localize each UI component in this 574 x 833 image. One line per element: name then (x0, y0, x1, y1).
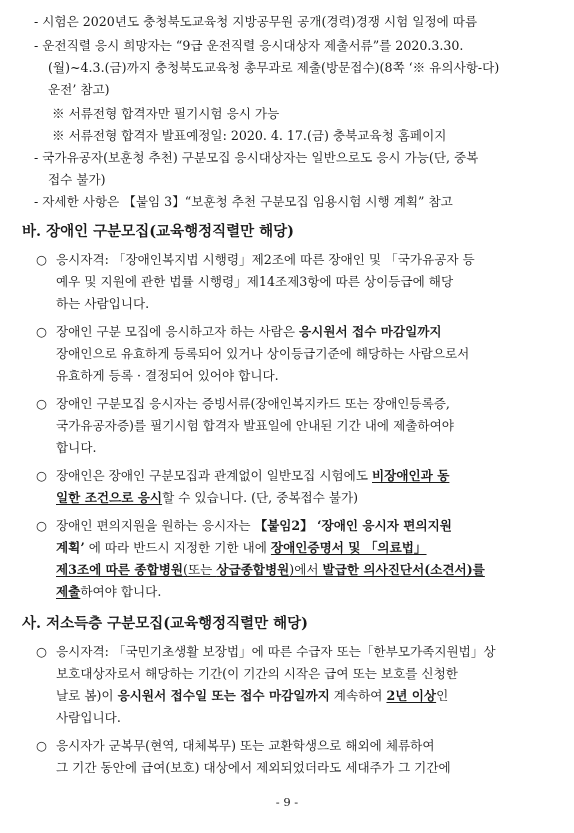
two-years-emphasis: 2년 이상 (386, 688, 437, 703)
registration-text (56, 324, 442, 340)
bullet-icon: ○ (36, 252, 47, 267)
submit-emphasis: 제출 (56, 584, 81, 599)
period-emphasis: 응시원서 접수일 또는 접수 마감일까지 (117, 688, 330, 703)
bullet-icon: ○ (36, 468, 47, 483)
accommodation-part: 에 따라 반드시 지정한 기한 내에 (84, 540, 271, 555)
low-income-eligibility-text (56, 688, 448, 704)
equal-condition-emphasis: 일한 조건으로 응시 (56, 490, 163, 505)
registration-text: 유효하게 등록 · 결정되어 있어야 합니다. (56, 368, 279, 383)
bullet-icon: ○ (36, 518, 47, 533)
certificate-emphasis: 장애인증명서 및 「의료법」 (270, 540, 427, 555)
exam-schedule-note: - 시험은 2020년도 충청북도교육청 지방공무원 공개(경력)경쟁 시험 일정에 따름 (34, 14, 478, 29)
low-income-eligibility-text: 응시자격: 「국민기초생활 보장법」에 따른 수급자 또는「한부모가족지원법」상 (56, 644, 496, 659)
low-income-part: 계속하여 (329, 688, 387, 703)
eligibility-text: 응시자격: 「장애인복지법 시행령」제2조에 따른 장애인 및 「국가유공자 등 (56, 252, 475, 267)
low-income-part: 날로 봄)이 (56, 688, 118, 703)
hospital-emphasis: 상급종합병원 (216, 562, 290, 577)
low-income-part: 인 (436, 688, 449, 703)
bullet-icon: ○ (36, 738, 47, 753)
driver-applicant-note-cont: (월)~4.3.(금)까지 충청북도교육청 총무과로 제출(방문접수)(8쪽 ‘※ 유의사항-다) (48, 60, 500, 75)
general-application-text (56, 490, 358, 506)
screening-note: ※ 서류전형 합격자만 필기시험 응시 가능 (52, 106, 280, 121)
accommodation-text (56, 518, 452, 534)
accommodation-text (56, 584, 161, 600)
veteran-note: - 국가유공자(보훈청 추천) 구분모집 응시대상자는 일반으로도 응시 가능(단, 중복 (34, 150, 479, 165)
bullet-icon: ○ (36, 324, 47, 339)
bullet-icon: ○ (36, 396, 47, 411)
accommodation-part: (또는 (183, 562, 217, 577)
deadline-emphasis: 응시원서 접수 마감일까지 (299, 324, 442, 339)
registration-text-part: 장애인 구분 모집에 응시하고자 하는 사람은 (56, 324, 299, 339)
documents-text: 국가유공자증)를 필기시험 합격자 발표일에 안내된 기간 내에 제출하여야 (56, 418, 454, 433)
accommodation-part: 하여야 합니다. (80, 584, 162, 599)
details-reference-note: - 자세한 사항은 【붙임 3】“보훈청 추천 구분모집 임용시험 시행 계획” 참고 (34, 194, 453, 209)
attachment-reference: 계획’ (56, 540, 85, 555)
registration-text: 장애인으로 유효하게 등록되어 있거나 상이등급기준에 해당하는 사람으로서 (56, 346, 470, 361)
eligibility-text: 예우 및 지원에 관한 법률 시행령」제14조제3항에 따른 상이등급에 해당 (56, 274, 454, 289)
driver-applicant-note: - 운전직렬 응시 희망자는 “9급 운전직렬 응시대상자 제출서류”를 2020.3.30. (34, 38, 464, 53)
documents-text: 장애인 구분모집 응시자는 증빙서류(장애인복지카드 또는 장애인등록증, (56, 396, 450, 411)
hospital-emphasis: 제3조에 따른 종합병원 (56, 562, 184, 577)
accommodation-text (56, 540, 427, 556)
low-income-eligibility-text: 보호대상자로서 해당하는 기간(이 기간의 시작은 급여 또는 보호를 신청한 (56, 666, 458, 681)
accommodation-part: )에서 (289, 562, 323, 577)
general-application-part: 할 수 있습니다. (단, 중복접수 불가) (162, 490, 359, 505)
military-service-text: 그 기간 동안에 급여(보호) 대상에서 제외되었더라도 세대주가 그 기간에 (56, 760, 451, 775)
bullet-icon: ○ (36, 644, 47, 659)
accommodation-text (56, 562, 485, 578)
attachment-reference: 【붙임2】 ‘장애인 응시자 편의지원 (254, 518, 452, 533)
low-income-eligibility-text: 사람입니다. (56, 710, 121, 725)
military-service-text: 응시자가 군복무(현역, 대체복무) 또는 교환학생으로 해외에 체류하여 (56, 738, 435, 753)
equal-condition-emphasis: 비장애인과 동 (372, 468, 450, 483)
documents-text: 합니다. (56, 440, 97, 455)
diagnosis-emphasis: 발급한 의사진단서(소견서)를 (322, 562, 485, 577)
driver-applicant-note-cont: 운전’ 참고) (48, 82, 110, 97)
page-number: - 9 - (275, 795, 299, 809)
general-application-part: 장애인은 장애인 구분모집과 관계없이 일반모집 시험에도 (56, 468, 372, 483)
accommodation-part: 장애인 편의지원을 원하는 응시자는 (56, 518, 255, 533)
screening-announcement-note: ※ 서류전형 합격자 발표예정일: 2020. 4. 17.(금) 충북교육청 홈페이지 (52, 128, 447, 143)
section-heading-disabled: 바. 장애인 구분모집(교육행정직렬만 해당) (22, 223, 295, 240)
eligibility-text: 하는 사람입니다. (56, 296, 150, 311)
section-heading-low-income: 사. 저소득층 구분모집(교육행정직렬만 해당) (22, 615, 309, 632)
veteran-note-cont: 접수 불가) (48, 172, 106, 187)
general-application-text (56, 468, 449, 484)
